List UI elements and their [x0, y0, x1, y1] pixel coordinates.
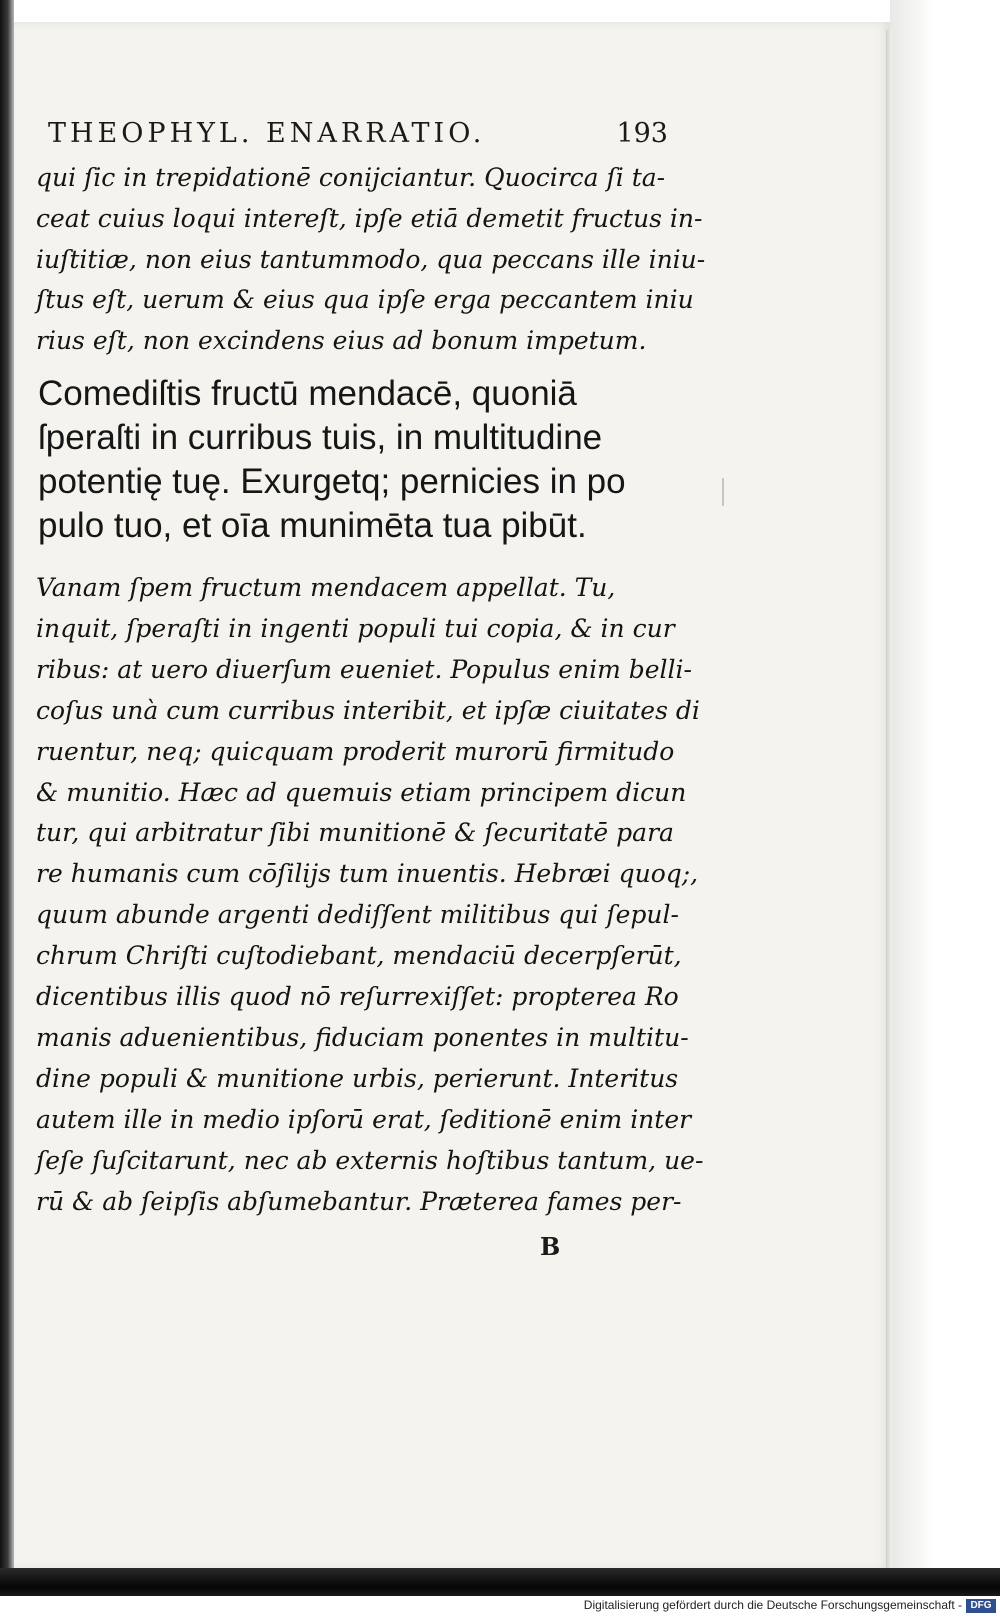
page-number: 193	[616, 118, 668, 149]
scripture-lemma	[38, 372, 678, 548]
text-line: ſtus eſt, uerum & eius qua ipſe erga peccantem iniu	[36, 285, 694, 315]
commentary-paragraph-2	[36, 568, 704, 1223]
text-line: dine populi & munitione urbis, perierunt. Interitus	[36, 1063, 679, 1093]
footer-credit: Digitalisierung gefördert durch die Deutsche Forschungsgemeinschaft -	[583, 1598, 962, 1612]
text-line: re humanis cum cōſilijs tum inuentis. Hebræi quoq;,	[36, 859, 699, 889]
lemma-line: Comediſtis fructū mendacē, quoniā	[38, 374, 577, 413]
text-line: Vanam ſpem fructum mendacem appellat. Tu,	[36, 573, 616, 602]
text-line: rū & ab ſeipſis abſumebantur. Præterea fames per-	[36, 1186, 682, 1216]
text-line: dicentibus illis quod nō reſurrexiſſet: propterea Ro	[36, 982, 679, 1012]
stray-ink-mark	[722, 478, 724, 506]
text-line: rius eſt, non excindens eius ad bonum impetum.	[36, 326, 647, 356]
running-head	[48, 118, 668, 158]
text-line: & munitio. Hæc ad quemuis etiam principem dicun	[36, 777, 687, 807]
text-line: qui ſic in trepidationē conijciantur. Quocirca ſi ta-	[36, 163, 666, 192]
dfg-logo: DFG	[966, 1599, 996, 1613]
running-title: THEOPHYL. ENARRATIO.	[48, 118, 486, 149]
lemma-line: pulo tuo, et oīa munimēta tua pibūt.	[38, 506, 587, 545]
page-edge	[886, 30, 892, 1570]
scan-background-left	[0, 0, 14, 1580]
scan-background-bottom	[0, 1568, 1000, 1596]
text-line: iuſtitiæ, non eius tantummodo, qua peccans ille iniu-	[36, 244, 706, 274]
text-line: quum abunde argenti dediſſent militibus qui ſepul-	[36, 900, 679, 930]
lemma-line: potentię tuę. Exurgetq; pernicies in po	[38, 462, 626, 501]
text-line: autem ille in medio ipſorū erat, ſeditionē enim inter	[36, 1104, 692, 1134]
text-line: ribus: at uero diuerſum eueniet. Populus enim belli-	[36, 654, 692, 684]
text-line: manis aduenientibus, fiduciam ponentes in multitu-	[36, 1022, 689, 1052]
text-line: coſus unà cum curribus interibit, et ipſæ ciuitates di	[36, 695, 700, 725]
text-line: chrum Chriſti cuſtodiebant, mendaciū decerpſerūt,	[36, 941, 682, 971]
text-line: ceat cuius loqui intereſt, ipſe etiā demetit fructus in-	[36, 203, 703, 233]
text-line: inquit, ſperaſti in ingenti populi tui copia, & in cur	[36, 613, 675, 643]
signature-mark: B	[540, 1232, 561, 1261]
text-line: tur, qui arbitratur ſibi munitionē & ſecuritatē para	[36, 818, 674, 848]
text-line: ruentur, neq; quicquam proderit murorū firmitudo	[36, 736, 675, 766]
commentary-paragraph-1	[36, 158, 706, 362]
digitization-footer	[0, 1596, 1000, 1618]
text-line: ſeſe ſuſcitarunt, nec ab externis hoſtibus tantum, ue-	[36, 1145, 704, 1175]
scan-background-right	[890, 0, 1000, 1575]
lemma-line: ſperaſti in curribus tuis, in multitudine	[38, 418, 603, 457]
